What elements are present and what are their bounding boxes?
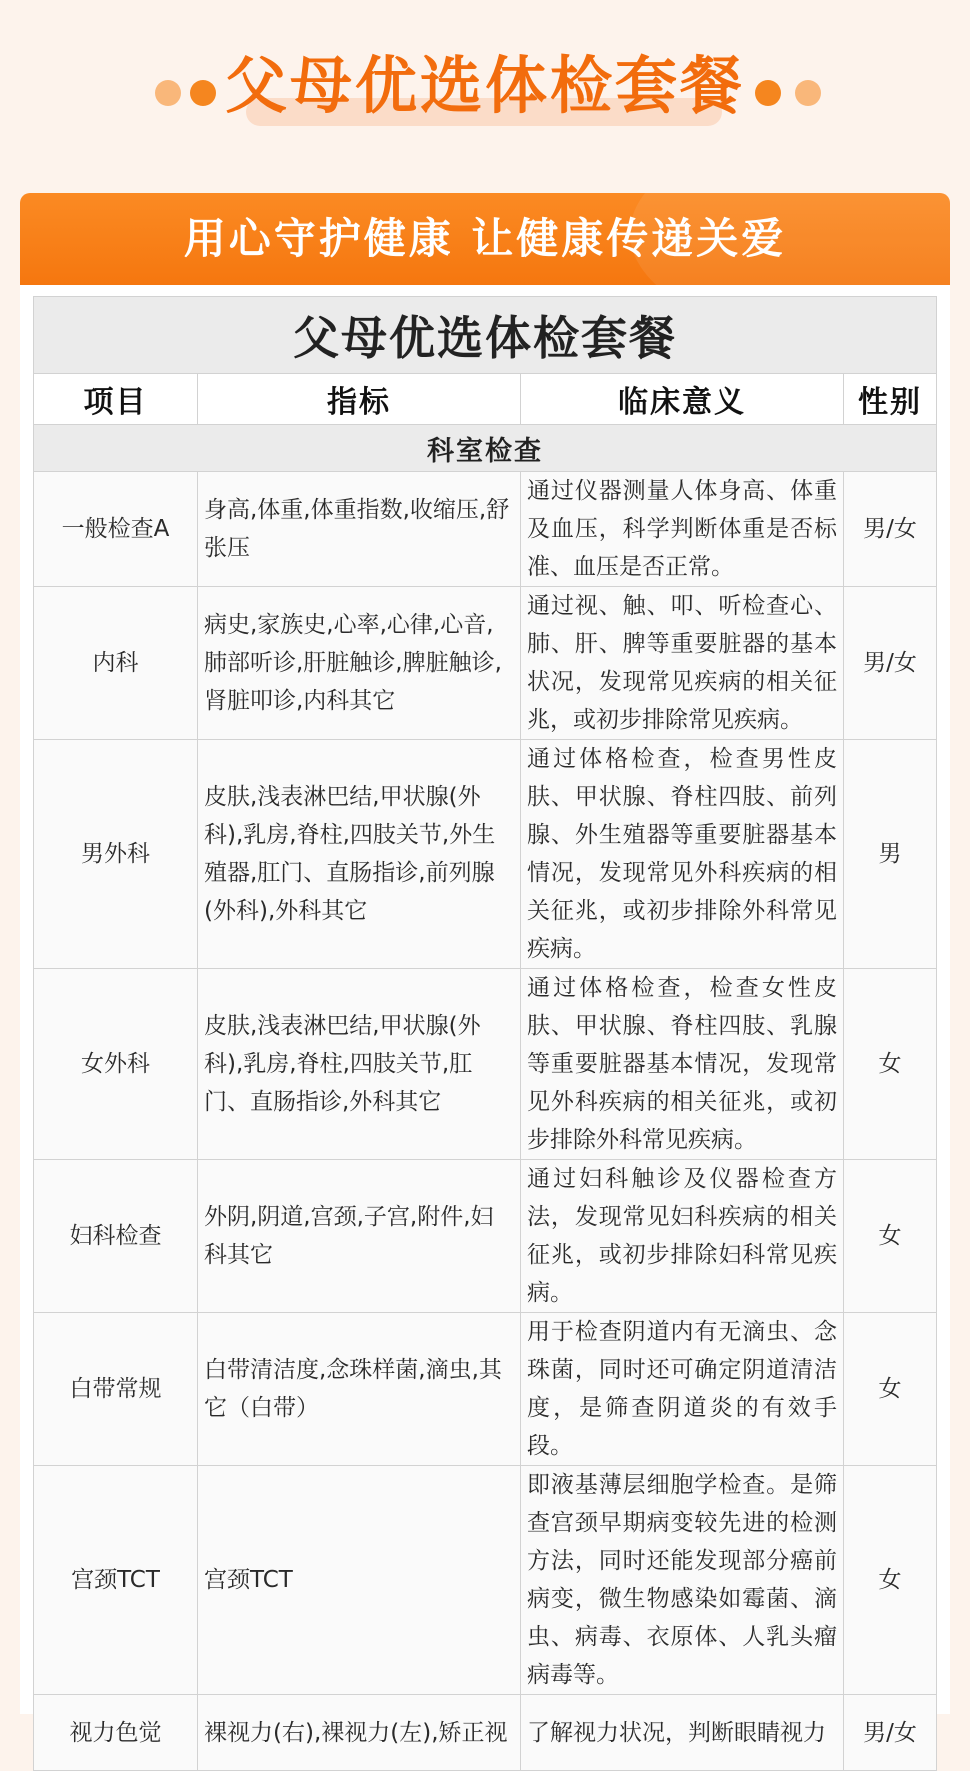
column-header-item: 项目 [34, 374, 198, 425]
indicators-cell: 宫颈TCT [198, 1466, 521, 1695]
item-cell: 女外科 [34, 969, 198, 1160]
indicators-cell: 皮肤,浅表淋巴结,甲状腺(外科),乳房,脊柱,四肢关节,肛门、直肠指诊,外科其它 [198, 969, 521, 1160]
indicators-cell: 病史,家族史,心率,心律,心音,肺部听诊,肝脏触诊,脾脏触诊,肾脏叩诊,内科其它 [198, 587, 521, 740]
indicators-cell: 皮肤,浅表淋巴结,甲状腺(外科),乳房,脊柱,四肢关节,外生殖器,肛门、直肠指诊,前列腺(外科),外科其它 [198, 740, 521, 969]
indicators-cell: 身高,体重,体重指数,收缩压,舒张压 [198, 472, 521, 587]
table-title: 父母优选体检套餐 [34, 297, 937, 374]
indicators-cell: 裸视力(右),裸视力(左),矫正视 [198, 1695, 521, 1771]
item-cell: 一般检查A [34, 472, 198, 587]
table-row [34, 1160, 937, 1313]
table-row [34, 969, 937, 1160]
meaning-cell: 通过体格检查，检查男性皮肤、甲状腺、脊柱四肢、前列腺、外生殖器等重要脏器基本情况，发现常见外科疾病的相关征兆，或初步排除外科常见疾病。 [521, 740, 844, 969]
table-row [34, 587, 937, 740]
table-row [34, 1695, 937, 1771]
section-header: 科室检查 [34, 425, 937, 472]
item-cell: 男外科 [34, 740, 198, 969]
item-cell: 妇科检查 [34, 1160, 198, 1313]
gender-cell: 女 [844, 969, 937, 1160]
indicators-cell: 外阴,阴道,宫颈,子宫,附件,妇科其它 [198, 1160, 521, 1313]
item-cell: 白带常规 [34, 1313, 198, 1466]
gender-cell: 女 [844, 1466, 937, 1695]
indicators-cell: 白带清洁度,念珠样菌,滴虫,其它（白带） [198, 1313, 521, 1466]
table-row [34, 1313, 937, 1466]
meaning-cell: 通过妇科触诊及仪器检查方法，发现常见妇科疾病的相关征兆，或初步排除妇科常见疾病。 [521, 1160, 844, 1313]
slogan-banner [20, 193, 950, 285]
item-cell: 内科 [34, 587, 198, 740]
column-header-indicators: 指标 [198, 374, 521, 425]
column-header-gender: 性别 [844, 374, 937, 425]
gender-cell: 女 [844, 1313, 937, 1466]
gender-cell: 女 [844, 1160, 937, 1313]
column-header-meaning: 临床意义 [521, 374, 844, 425]
gender-cell: 男/女 [844, 1695, 937, 1771]
gender-cell: 男/女 [844, 587, 937, 740]
meaning-cell: 通过仪器测量人体身高、体重及血压，科学判断体重是否标准、血压是否正常。 [521, 472, 844, 587]
meaning-cell: 通过视、触、叩、听检查心、肺、肝、脾等重要脏器的基本状况，发现常见疾病的相关征兆，或初步排除常见疾病。 [521, 587, 844, 740]
meaning-cell: 即液基薄层细胞学检查。是筛查宫颈早期病变较先进的检测方法，同时还能发现部分癌前病变，微生物感染如霉菌、滴虫、病毒、衣原体、人乳头瘤病毒等。 [521, 1466, 844, 1695]
meaning-cell: 了解视力状况，判断眼睛视力 [521, 1695, 844, 1771]
item-cell: 宫颈TCT [34, 1466, 198, 1695]
meaning-cell: 用于检查阴道内有无滴虫、念珠菌，同时还可确定阴道清洁度，是筛查阴道炎的有效手段。 [521, 1313, 844, 1466]
page-title: 父母优选体检套餐 [224, 49, 745, 122]
gender-cell: 男 [844, 740, 937, 969]
meaning-cell: 通过体格检查，检查女性皮肤、甲状腺、脊柱四肢、乳腺等重要脏器基本情况，发现常见外科疾病的相关征兆，或初步排除外科常见疾病。 [521, 969, 844, 1160]
item-cell: 视力色觉 [34, 1695, 198, 1771]
page-header [0, 0, 970, 150]
slogan-text: 用心守护健康 让健康传递关爱 [183, 214, 787, 263]
checkup-table [33, 296, 937, 1771]
table-row [34, 740, 937, 969]
gender-cell: 男/女 [844, 472, 937, 587]
table-row [34, 472, 937, 587]
table-row [34, 1466, 937, 1695]
